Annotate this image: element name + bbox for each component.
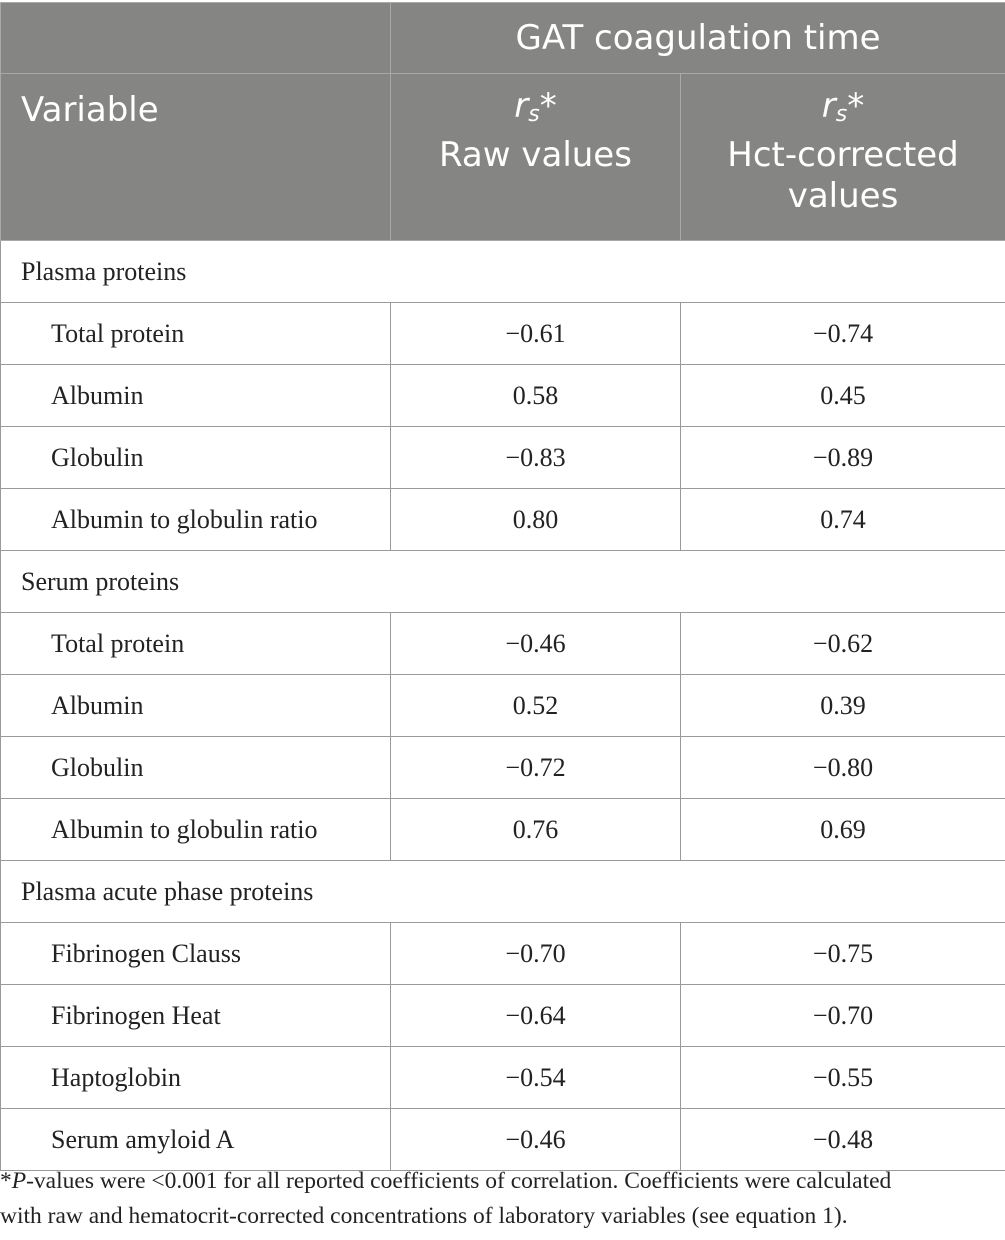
table-row bbox=[1, 365, 1005, 427]
table-row bbox=[1, 799, 1005, 861]
raw-value-cell: 0.52 bbox=[391, 675, 681, 737]
raw-value-cell: −0.72 bbox=[391, 737, 681, 799]
hct-label-line1: Hct-corrected bbox=[727, 135, 959, 175]
raw-rs-symbol: $r_s*$ bbox=[514, 86, 557, 127]
raw-value-cell: 0.80 bbox=[391, 489, 681, 551]
hct-value-cell: −0.48 bbox=[681, 1109, 1005, 1171]
section-row bbox=[1, 241, 1005, 303]
hct-value-cell: −0.89 bbox=[681, 427, 1005, 489]
header-row-group bbox=[1, 3, 1005, 74]
table-row bbox=[1, 675, 1005, 737]
variable-cell: Globulin bbox=[1, 427, 391, 489]
variable-cell: Albumin bbox=[1, 365, 391, 427]
header-row-columns bbox=[1, 74, 1005, 241]
hct-value-cell: −0.74 bbox=[681, 303, 1005, 365]
variable-cell: Serum amyloid A bbox=[1, 1109, 391, 1171]
hct-value-cell: 0.69 bbox=[681, 799, 1005, 861]
table-footnote bbox=[0, 1164, 1005, 1234]
variable-cell: Albumin to globulin ratio bbox=[1, 799, 391, 861]
variable-cell: Globulin bbox=[1, 737, 391, 799]
section-row bbox=[1, 861, 1005, 923]
raw-value-cell: 0.58 bbox=[391, 365, 681, 427]
raw-value-cell: −0.64 bbox=[391, 985, 681, 1047]
hct-corrected-column-header bbox=[681, 74, 1005, 241]
table-row bbox=[1, 303, 1005, 365]
section-title: Plasma acute phase proteins bbox=[1, 861, 1005, 923]
table-row bbox=[1, 1109, 1005, 1171]
variable-cell: Fibrinogen Heat bbox=[1, 985, 391, 1047]
variable-cell: Albumin bbox=[1, 675, 391, 737]
variable-cell: Total protein bbox=[1, 303, 391, 365]
hct-value-cell: 0.74 bbox=[681, 489, 1005, 551]
footnote-line1: *P-values were <0.001 for all reported coefficients of correlation. Coefficients were calculated bbox=[0, 1168, 892, 1194]
header-empty-cell bbox=[1, 3, 391, 74]
table-row bbox=[1, 1047, 1005, 1109]
raw-values-column-header bbox=[391, 74, 681, 241]
variable-column-header: Variable bbox=[1, 74, 391, 241]
raw-value-cell: −0.61 bbox=[391, 303, 681, 365]
hct-value-cell: 0.39 bbox=[681, 675, 1005, 737]
table-row bbox=[1, 985, 1005, 1047]
table-row bbox=[1, 489, 1005, 551]
variable-cell: Fibrinogen Clauss bbox=[1, 923, 391, 985]
hct-value-cell: −0.62 bbox=[681, 613, 1005, 675]
section-title: Serum proteins bbox=[1, 551, 1005, 613]
hct-value-cell: −0.75 bbox=[681, 923, 1005, 985]
section-row bbox=[1, 551, 1005, 613]
variable-cell: Albumin to globulin ratio bbox=[1, 489, 391, 551]
hct-rs-symbol: $r_s*$ bbox=[821, 86, 865, 127]
group-header: GAT coagulation time bbox=[391, 3, 1005, 74]
hct-value-cell: −0.80 bbox=[681, 737, 1005, 799]
raw-value-cell: −0.54 bbox=[391, 1047, 681, 1109]
raw-value-cell: 0.76 bbox=[391, 799, 681, 861]
table-row bbox=[1, 613, 1005, 675]
table-body bbox=[1, 241, 1005, 1171]
raw-value-cell: −0.83 bbox=[391, 427, 681, 489]
raw-values-label: Raw values bbox=[439, 135, 632, 175]
correlation-table bbox=[0, 2, 1005, 1171]
table-row bbox=[1, 923, 1005, 985]
footnote-line2: with raw and hematocrit-corrected concentrations of laboratory variables (see equation 1). bbox=[0, 1203, 848, 1229]
hct-value-cell: −0.55 bbox=[681, 1047, 1005, 1109]
raw-value-cell: −0.70 bbox=[391, 923, 681, 985]
table-row bbox=[1, 737, 1005, 799]
table-row bbox=[1, 427, 1005, 489]
table-header bbox=[1, 3, 1005, 241]
hct-label-line2: values bbox=[787, 176, 899, 216]
section-title: Plasma proteins bbox=[1, 241, 1005, 303]
hct-value-cell: 0.45 bbox=[681, 365, 1005, 427]
variable-cell: Haptoglobin bbox=[1, 1047, 391, 1109]
hct-value-cell: −0.70 bbox=[681, 985, 1005, 1047]
raw-value-cell: −0.46 bbox=[391, 613, 681, 675]
raw-value-cell: −0.46 bbox=[391, 1109, 681, 1171]
variable-cell: Total protein bbox=[1, 613, 391, 675]
